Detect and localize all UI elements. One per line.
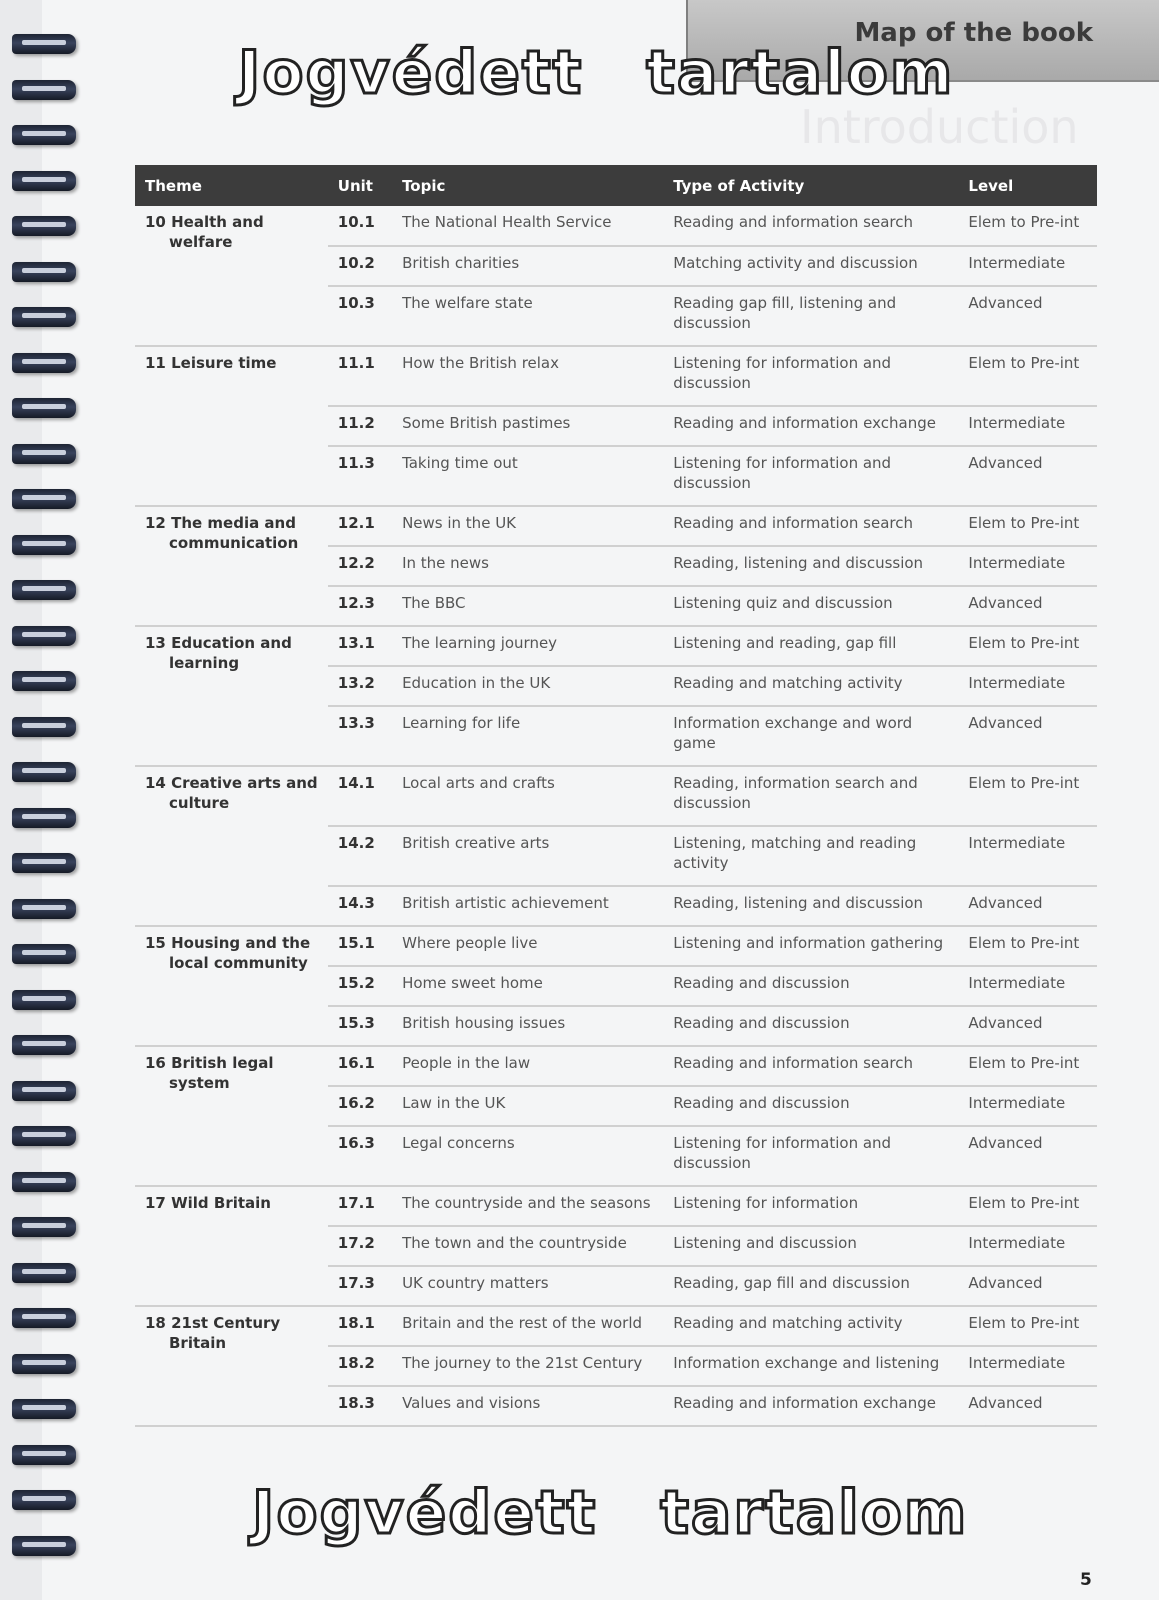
topic-cell: Legal concerns [392, 1126, 663, 1186]
theme-line-2: local community [169, 954, 308, 972]
topic-cell: News in the UK [392, 506, 663, 546]
spiral-ring [12, 1126, 76, 1146]
spiral-ring [12, 1308, 76, 1328]
unit-cell: 18.2 [328, 1346, 392, 1386]
level-cell: Elem to Pre-int [958, 626, 1097, 666]
map-of-book-table [135, 165, 1097, 1427]
level-cell: Advanced [958, 1386, 1097, 1426]
level-cell: Advanced [958, 586, 1097, 626]
level-cell: Intermediate [958, 1086, 1097, 1126]
topic-cell: British charities [392, 246, 663, 286]
topic-cell: The BBC [392, 586, 663, 626]
unit-cell: 10.3 [328, 286, 392, 346]
topic-cell: How the British relax [392, 346, 663, 406]
spiral-ring [12, 1081, 76, 1101]
theme-line-2: communication [169, 534, 299, 552]
watermark-word-right: tartalom [646, 38, 955, 108]
topic-cell: Taking time out [392, 446, 663, 506]
unit-cell: 17.1 [328, 1186, 392, 1226]
spiral-ring [12, 762, 76, 782]
theme-cell [135, 626, 328, 766]
theme-line-1: 15 Housing and the [145, 934, 311, 952]
unit-cell: 18.1 [328, 1306, 392, 1346]
level-cell: Intermediate [958, 666, 1097, 706]
level-cell: Advanced [958, 446, 1097, 506]
spiral-ring [12, 34, 76, 54]
spiral-ring [12, 853, 76, 873]
activity-cell: Reading and information exchange [663, 1386, 958, 1426]
topic-cell: Some British pastimes [392, 406, 663, 446]
table-row [135, 506, 1097, 546]
spiral-ring [12, 1354, 76, 1374]
theme-cell [135, 506, 328, 626]
spiral-ring [12, 1399, 76, 1419]
theme-cell [135, 1186, 328, 1306]
theme-line-1: 10 Health and [145, 213, 264, 231]
activity-cell: Reading, listening and discussion [663, 886, 958, 926]
activity-cell: Listening for information and discussion [663, 1126, 958, 1186]
unit-cell: 12.1 [328, 506, 392, 546]
topic-cell: British artistic achievement [392, 886, 663, 926]
theme-cell [135, 926, 328, 1046]
page-number: 5 [1080, 1570, 1092, 1590]
activity-cell: Information exchange and word game [663, 706, 958, 766]
activity-cell: Reading and discussion [663, 1086, 958, 1126]
unit-cell: 14.3 [328, 886, 392, 926]
spiral-ring [12, 580, 76, 600]
unit-cell: 13.3 [328, 706, 392, 766]
theme-line-2: system [169, 1074, 230, 1092]
level-cell: Elem to Pre-int [958, 346, 1097, 406]
activity-cell: Reading and matching activity [663, 666, 958, 706]
spiral-ring [12, 1263, 76, 1283]
level-cell: Advanced [958, 1006, 1097, 1046]
activity-cell: Reading and information search [663, 206, 958, 246]
activity-cell: Listening quiz and discussion [663, 586, 958, 626]
spiral-ring [12, 398, 76, 418]
table-row [135, 346, 1097, 406]
spiral-ring [12, 990, 76, 1010]
topic-cell: Where people live [392, 926, 663, 966]
topic-cell: Home sweet home [392, 966, 663, 1006]
theme-line-1: 17 Wild Britain [145, 1194, 271, 1212]
spiral-ring [12, 671, 76, 691]
unit-cell: 12.3 [328, 586, 392, 626]
activity-cell: Listening and reading, gap fill [663, 626, 958, 666]
topic-cell: UK country matters [392, 1266, 663, 1306]
theme-line-2: learning [169, 654, 240, 672]
activity-cell: Listening and discussion [663, 1226, 958, 1266]
spiral-ring [12, 1445, 76, 1465]
spiral-ring [12, 125, 76, 145]
table-row [135, 206, 1097, 246]
level-cell: Intermediate [958, 826, 1097, 886]
level-cell: Intermediate [958, 1346, 1097, 1386]
activity-cell: Listening for information and discussion [663, 346, 958, 406]
theme-line-1: 12 The media and [145, 514, 296, 532]
theme-line-1: 11 Leisure time [145, 354, 277, 372]
spiral-ring [12, 1536, 76, 1556]
watermark-word-left: Jogvédett [252, 1478, 598, 1548]
activity-cell: Listening and information gathering [663, 926, 958, 966]
table-row [135, 766, 1097, 826]
theme-line-1: 14 Creative arts and [145, 774, 318, 792]
spiral-ring [12, 626, 76, 646]
table-row [135, 626, 1097, 666]
table-row [135, 1306, 1097, 1346]
spiral-ring [12, 899, 76, 919]
theme-line-2: Britain [169, 1334, 227, 1352]
unit-cell: 10.1 [328, 206, 392, 246]
spiral-ring [12, 307, 76, 327]
table-row [135, 1046, 1097, 1086]
activity-cell: Reading and information search [663, 1046, 958, 1086]
table-row [135, 1186, 1097, 1226]
theme-cell [135, 1046, 328, 1186]
spiral-ring [12, 1217, 76, 1237]
unit-cell: 12.2 [328, 546, 392, 586]
unit-cell: 11.1 [328, 346, 392, 406]
table-body [135, 206, 1097, 1426]
unit-cell: 17.3 [328, 1266, 392, 1306]
spiral-ring [12, 262, 76, 282]
spiral-ring [12, 808, 76, 828]
unit-cell: 16.2 [328, 1086, 392, 1126]
level-cell: Intermediate [958, 246, 1097, 286]
theme-cell [135, 346, 328, 506]
level-cell: Elem to Pre-int [958, 926, 1097, 966]
spiral-ring [12, 535, 76, 555]
header-level: Level [958, 165, 1097, 206]
watermark-top [238, 38, 954, 108]
activity-cell: Listening, matching and reading activity [663, 826, 958, 886]
header-topic: Topic [392, 165, 663, 206]
table-row [135, 926, 1097, 966]
activity-cell: Reading, listening and discussion [663, 546, 958, 586]
watermark-word-right: tartalom [660, 1478, 969, 1548]
topic-cell: Law in the UK [392, 1086, 663, 1126]
topic-cell: The countryside and the seasons [392, 1186, 663, 1226]
spiral-ring [12, 353, 76, 373]
level-cell: Intermediate [958, 1226, 1097, 1266]
topic-cell: British creative arts [392, 826, 663, 886]
spiral-binding [0, 0, 90, 1600]
spiral-ring [12, 80, 76, 100]
theme-line-1: 18 21st Century [145, 1314, 281, 1332]
unit-cell: 15.2 [328, 966, 392, 1006]
activity-cell: Listening for information and discussion [663, 446, 958, 506]
spiral-ring [12, 216, 76, 236]
topic-cell: The welfare state [392, 286, 663, 346]
activity-cell: Reading, gap fill and discussion [663, 1266, 958, 1306]
header-activity: Type of Activity [663, 165, 958, 206]
unit-cell: 16.1 [328, 1046, 392, 1086]
activity-cell: Reading gap fill, listening and discussion [663, 286, 958, 346]
level-cell: Advanced [958, 886, 1097, 926]
spiral-ring [12, 717, 76, 737]
activity-cell: Reading, information search and discussion [663, 766, 958, 826]
spiral-ring [12, 1172, 76, 1192]
level-cell: Elem to Pre-int [958, 1186, 1097, 1226]
page-title: Map of the book [854, 18, 1093, 48]
unit-cell: 17.2 [328, 1226, 392, 1266]
level-cell: Elem to Pre-int [958, 1306, 1097, 1346]
table-header-row [135, 165, 1097, 206]
topic-cell: Education in the UK [392, 666, 663, 706]
topic-cell: British housing issues [392, 1006, 663, 1046]
theme-line-2: welfare [169, 233, 233, 251]
unit-cell: 16.3 [328, 1126, 392, 1186]
level-cell: Intermediate [958, 406, 1097, 446]
activity-cell: Reading and information exchange [663, 406, 958, 446]
level-cell: Advanced [958, 286, 1097, 346]
unit-cell: 14.1 [328, 766, 392, 826]
theme-line-2: culture [169, 794, 230, 812]
topic-cell: Values and visions [392, 1386, 663, 1426]
spiral-ring [12, 444, 76, 464]
unit-cell: 14.2 [328, 826, 392, 886]
activity-cell: Matching activity and discussion [663, 246, 958, 286]
topic-cell: The learning journey [392, 626, 663, 666]
header-unit: Unit [328, 165, 392, 206]
level-cell: Advanced [958, 706, 1097, 766]
theme-cell [135, 766, 328, 926]
topic-cell: People in the law [392, 1046, 663, 1086]
spiral-ring [12, 171, 76, 191]
topic-cell: Learning for life [392, 706, 663, 766]
header-theme: Theme [135, 165, 328, 206]
spiral-ring [12, 489, 76, 509]
activity-cell: Reading and matching activity [663, 1306, 958, 1346]
unit-cell: 11.2 [328, 406, 392, 446]
topic-cell: Britain and the rest of the world [392, 1306, 663, 1346]
unit-cell: 15.1 [328, 926, 392, 966]
activity-cell: Information exchange and listening [663, 1346, 958, 1386]
watermark-word-left: Jogvédett [238, 38, 584, 108]
theme-line-1: 13 Education and [145, 634, 292, 652]
level-cell: Advanced [958, 1266, 1097, 1306]
topic-cell: The journey to the 21st Century [392, 1346, 663, 1386]
unit-cell: 13.2 [328, 666, 392, 706]
topic-cell: The National Health Service [392, 206, 663, 246]
unit-cell: 10.2 [328, 246, 392, 286]
spiral-ring [12, 1490, 76, 1510]
theme-cell [135, 1306, 328, 1426]
watermark-bottom [252, 1478, 968, 1548]
unit-cell: 11.3 [328, 446, 392, 506]
activity-cell: Listening for information [663, 1186, 958, 1226]
activity-cell: Reading and information search [663, 506, 958, 546]
topic-cell: In the news [392, 546, 663, 586]
level-cell: Elem to Pre-int [958, 1046, 1097, 1086]
level-cell: Elem to Pre-int [958, 206, 1097, 246]
spiral-ring [12, 1035, 76, 1055]
level-cell: Advanced [958, 1126, 1097, 1186]
show-through-heading: Introduction [800, 100, 1079, 154]
unit-cell: 18.3 [328, 1386, 392, 1426]
activity-cell: Reading and discussion [663, 966, 958, 1006]
level-cell: Intermediate [958, 546, 1097, 586]
activity-cell: Reading and discussion [663, 1006, 958, 1046]
level-cell: Intermediate [958, 966, 1097, 1006]
level-cell: Elem to Pre-int [958, 766, 1097, 826]
unit-cell: 15.3 [328, 1006, 392, 1046]
topic-cell: Local arts and crafts [392, 766, 663, 826]
theme-line-1: 16 British legal [145, 1054, 274, 1072]
spiral-ring [12, 944, 76, 964]
topic-cell: The town and the countryside [392, 1226, 663, 1266]
level-cell: Elem to Pre-int [958, 506, 1097, 546]
theme-cell [135, 206, 328, 346]
unit-cell: 13.1 [328, 626, 392, 666]
